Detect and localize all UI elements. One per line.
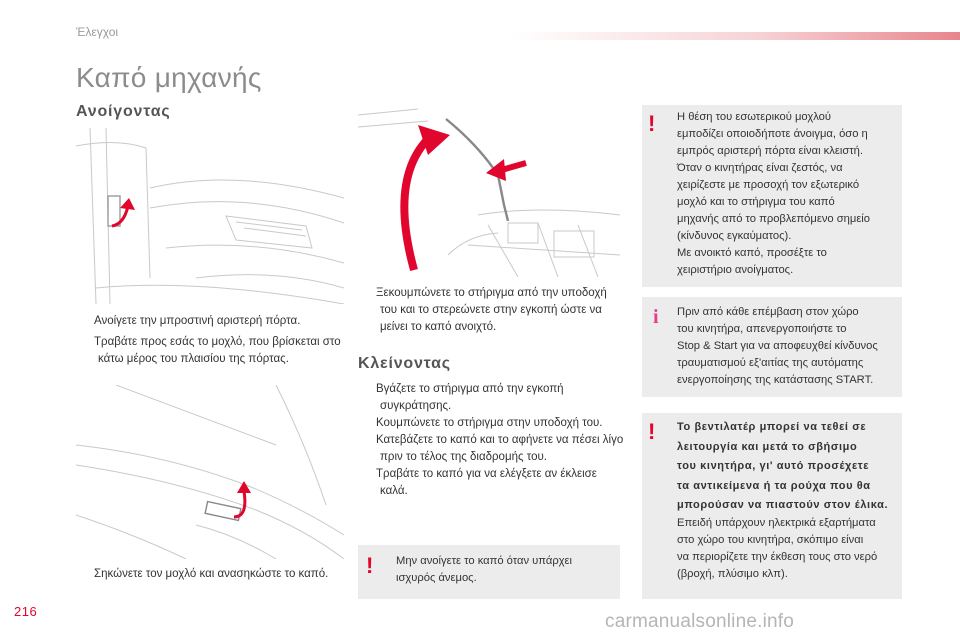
step-text: Σηκώνετε τον μοχλό και ανασηκώστε το καπό. xyxy=(94,568,329,580)
step-text: Τραβάτε προς εσάς το μοχλό, που βρίσκεται στο κάτω μέρος του πλαισίου της πόρτας. xyxy=(94,336,341,365)
step-item xyxy=(362,285,620,336)
opening-steps-a xyxy=(80,313,342,372)
step-item xyxy=(362,466,624,500)
stopstart-info-box xyxy=(642,297,902,397)
note-line: μπορούσαν να πιαστούν στον έλικα. xyxy=(677,499,889,511)
hood-prop-illustration xyxy=(358,105,620,277)
closing-steps xyxy=(362,381,624,500)
note-line: (κίνδυνος εγκαύματος). xyxy=(677,230,792,242)
note-line: εμποδίζει οποιοδήποτε άνοιγμα, όσο η xyxy=(677,128,868,140)
note-line: χειριστήριο ανοίγματος. xyxy=(677,264,794,276)
note-line: στο χώρο του κινητήρα, σκόπιμο είναι xyxy=(677,534,864,546)
note-line: λειτουργία και μετά το σβήσιμο xyxy=(677,440,858,453)
watermark: carmanualsonline.info xyxy=(605,611,795,632)
note-line: χειρίζεστε με προσοχή τον εξωτερικό xyxy=(677,179,860,191)
wind-warning-box xyxy=(358,545,620,599)
step-item xyxy=(80,334,342,368)
note-line: Η θέση του εσωτερικού μοχλού xyxy=(677,111,831,123)
stopstart-info-text xyxy=(677,304,901,389)
lever-warning-text xyxy=(677,109,901,279)
fan-warning-text xyxy=(677,515,901,583)
step-item xyxy=(80,313,342,330)
note-line: Πριν από κάθε επέμβαση στον χώρο xyxy=(677,306,859,318)
note-line: μοχλό και το στήριγμα του καπό xyxy=(677,196,835,208)
step-item xyxy=(362,415,624,432)
fan-warning-bold-text xyxy=(677,418,901,516)
note-line: του κινητήρα, γι' αυτό προσέχετε xyxy=(677,460,870,472)
hood-prop-drawing xyxy=(358,105,620,277)
hood-lever-illustration xyxy=(76,385,344,559)
note-line: τα αντικείμενα ή τα ρούχα που θα xyxy=(677,479,871,492)
warning-icon: ! xyxy=(648,111,656,136)
wind-warning-text xyxy=(396,553,616,587)
step-item xyxy=(362,432,624,466)
step-text: Ανοίγετε την μπροστινή αριστερή πόρτα. xyxy=(94,315,301,327)
note-line: ενεργοποίησης της κατάστασης START. xyxy=(677,374,874,386)
note-line: Όταν ο κινητήρας είναι ζεστός, να xyxy=(677,162,843,174)
page-title: Καπό μηχανής xyxy=(76,62,262,93)
step-item xyxy=(80,566,342,583)
warning-icon: ! xyxy=(648,419,656,444)
note-line: Με ανοικτό καπό, προσέξτε το xyxy=(677,247,827,259)
note-line: (βροχή, πλύσιμο κλπ). xyxy=(677,568,788,580)
warning-icon: ! xyxy=(366,553,374,578)
note-line: τραυματισμού εξ'αιτίας της αυτόματης xyxy=(677,357,864,369)
step-text: Βγάζετε το στήριγμα από την εγκοπή συγκράτησης. xyxy=(376,383,564,412)
header-bar xyxy=(510,32,960,40)
pull-arrowhead xyxy=(120,198,135,210)
door-lever-drawing xyxy=(76,128,344,304)
step-text: Ξεκουμπώνετε το στήριγμα από την υποδοχή του και το στερεώνετε στην εγκοπή ώστε να μείνει το καπό ανοιχτό. xyxy=(376,287,607,333)
step-text: Τραβάτε το καπό για να ελέγξετε αν έκλεισε καλά. xyxy=(376,468,597,497)
hood-lever-drawing xyxy=(76,385,344,559)
note-line: Μην ανοίγετε το καπό όταν υπάρχει xyxy=(396,555,573,567)
note-line: εμπρός αριστερή πόρτα είναι κλειστή. xyxy=(677,145,863,157)
opening-heading: Ανοίγοντας xyxy=(76,103,171,120)
note-line: να περιορίζετε την έκθεση τους στο νερό xyxy=(677,551,878,563)
note-line: Το βεντιλατέρ μπορεί να τεθεί σε xyxy=(677,421,867,433)
section-title: Έλεγχοι xyxy=(76,25,119,39)
opening-steps-b xyxy=(80,566,342,587)
step-item xyxy=(362,381,624,415)
page-number: 216 xyxy=(14,604,38,619)
door-lever-illustration xyxy=(76,128,344,304)
step-text: Κατεβάζετε το καπό και το αφήνετε να πέσει λίγο πριν το τέλος της διαδρομής του. xyxy=(376,434,624,463)
note-line: Επειδή υπάρχουν ηλεκτρικά εξαρτήματα xyxy=(677,517,876,529)
info-icon: i xyxy=(653,306,659,328)
fan-warning-box xyxy=(642,413,902,599)
note-line: ισχυρός άνεμος. xyxy=(396,572,477,584)
lever-warning-box xyxy=(642,105,902,287)
closing-heading: Κλείνοντας xyxy=(358,355,451,372)
note-line: του κινητήρα, απενεργοποιήστε το xyxy=(677,323,847,335)
hood-open-arrow xyxy=(404,135,432,270)
note-line: μηχανής από το προβλεπόμενο σημείο xyxy=(677,213,871,225)
opening-steps-c xyxy=(362,285,620,340)
lever-shape xyxy=(108,196,120,226)
step-text: Κουμπώνετε το στήριγμα στην υποδοχή του. xyxy=(376,417,603,429)
note-line: Stop & Start για να αποφευχθεί κίνδυνος xyxy=(677,340,878,352)
